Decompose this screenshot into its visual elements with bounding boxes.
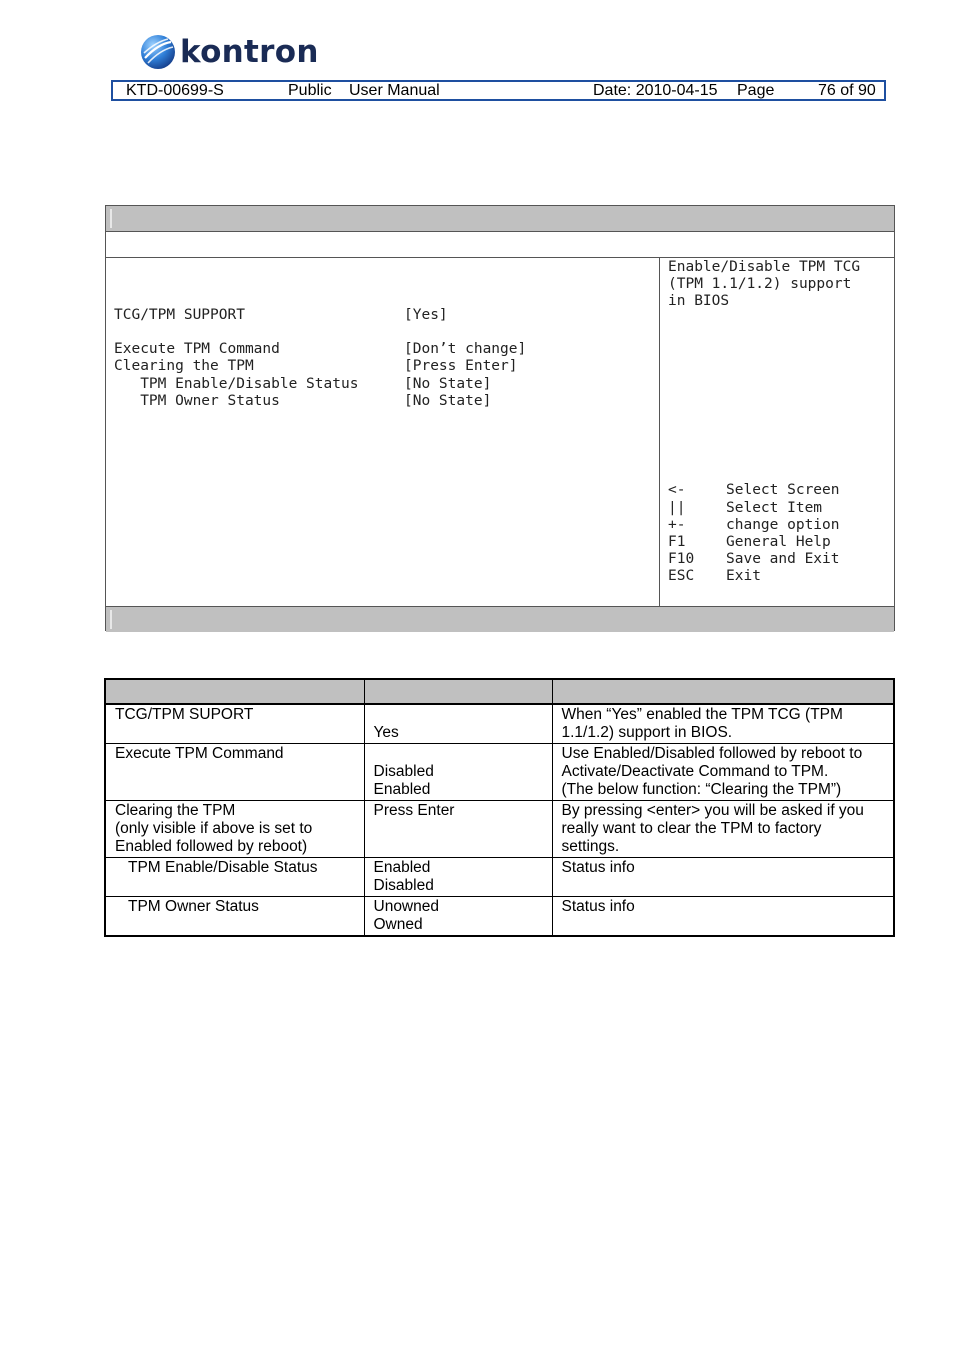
bios-item-label[interactable]: Execute TPM Command (114, 341, 280, 357)
bios-help-text: (TPM 1.1/1.2) support (668, 276, 852, 292)
feature-cell: Clearing the TPM (only visible if above is set to Enabled followed by reboot) (105, 801, 364, 858)
options-cell: Enabled Disabled (364, 858, 552, 897)
page-number: 76 of 90 (818, 82, 876, 99)
options-table (104, 678, 895, 937)
table-header-cell (105, 679, 364, 704)
document-type: User Manual (349, 82, 440, 99)
table-header-row (105, 679, 894, 704)
bios-key-action: change option (726, 517, 840, 533)
options-cell: Unowned Owned (364, 897, 552, 937)
document-date: Date: 2010-04-15 (593, 82, 718, 99)
bios-panel-divider (659, 258, 660, 606)
table-header-cell (364, 679, 552, 704)
document-id: KTD-00699-S (126, 82, 224, 99)
feature-cell: TPM Owner Status (105, 897, 364, 937)
options-cell: Yes (364, 704, 552, 744)
bios-item-label[interactable]: TCG/TPM SUPPORT (114, 307, 245, 323)
options-cell: Press Enter (364, 801, 552, 858)
bios-key-action: Save and Exit (726, 551, 840, 567)
kontron-logo (140, 33, 319, 71)
table-row (105, 704, 894, 744)
table-row (105, 801, 894, 858)
bios-item-value[interactable]: [Press Enter] (404, 358, 518, 374)
table-row (105, 858, 894, 897)
feature-cell: TPM Enable/Disable Status (105, 858, 364, 897)
table-header-cell (552, 679, 894, 704)
bios-help-text: in BIOS (668, 293, 730, 309)
description-cell: Status info (552, 897, 894, 937)
description-cell: Status info (552, 858, 894, 897)
kontron-globe-icon (140, 34, 176, 70)
options-cell: Disabled Enabled (364, 744, 552, 801)
bios-key-action: Exit (726, 568, 761, 584)
logo-wordmark: kontron (180, 34, 319, 70)
bios-item-value: [No State] (404, 376, 492, 392)
bios-menu-bar (106, 232, 894, 258)
feature-cell: TCG/TPM SUPORT (105, 704, 364, 744)
bios-item-value[interactable]: [Yes] (404, 307, 448, 323)
description-cell: By pressing <enter> you will be asked if you really want to clear the TPM to factory settings. (552, 801, 894, 858)
bios-key: F10 (668, 551, 695, 567)
bios-key-action: Select Item (726, 500, 823, 516)
bios-key: F1 (668, 534, 686, 550)
bios-screen (105, 205, 895, 631)
feature-cell: Execute TPM Command (105, 744, 364, 801)
bios-key: +- (668, 517, 686, 533)
bios-key: <- (668, 482, 686, 498)
bios-status-bar (106, 606, 894, 632)
bios-item-label[interactable]: Clearing the TPM (114, 358, 254, 374)
description-cell: When “Yes” enabled the TPM TCG (TPM 1.1/1.2) support in BIOS. (552, 704, 894, 744)
bios-key-action: General Help (726, 534, 831, 550)
page-label: Page (737, 82, 775, 99)
bios-item-label: TPM Enable/Disable Status (114, 376, 359, 392)
bios-key: || (668, 500, 686, 516)
bios-help-text: Enable/Disable TPM TCG (668, 259, 861, 275)
bios-key: ESC (668, 568, 695, 584)
bios-item-value: [No State] (404, 393, 492, 409)
document-header (111, 80, 886, 101)
table-row (105, 897, 894, 937)
table-row (105, 744, 894, 801)
description-cell: Use Enabled/Disabled followed by reboot to Activate/Deactivate Command to TPM. (The below function: “Clearing the TPM”) (552, 744, 894, 801)
bios-title-bar (106, 206, 894, 232)
bios-key-action: Select Screen (726, 482, 840, 498)
bios-item-value[interactable]: [Don’t change] (404, 341, 527, 357)
bios-item-label: TPM Owner Status (114, 393, 280, 409)
classification: Public (288, 82, 332, 99)
